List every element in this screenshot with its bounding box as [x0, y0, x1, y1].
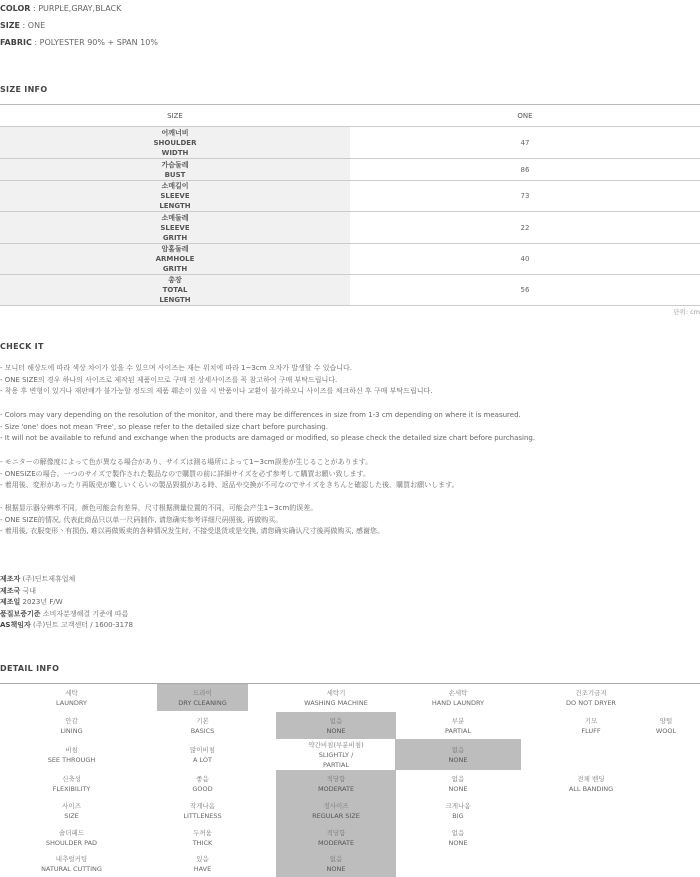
size-row-label-line: ARMHOLE — [155, 255, 195, 263]
size-row-label — [0, 159, 350, 181]
detail-cell-selected — [276, 851, 396, 877]
detail-cell — [513, 770, 669, 797]
detail-ko: 없음 — [451, 828, 465, 837]
detail-cell — [157, 797, 248, 824]
detail-ko: 드라이 — [193, 688, 212, 697]
size-row-label — [0, 244, 350, 275]
size-row-label-line: SLEEVE — [160, 192, 190, 200]
size-row-value: 40 — [350, 244, 700, 275]
detail-info-title: DETAIL INFO — [0, 664, 60, 673]
size-table — [0, 104, 700, 306]
detail-en: HAND LAUNDRY — [431, 698, 485, 707]
size-row-label-line: WIDTH — [161, 148, 189, 157]
maker-line — [0, 586, 133, 598]
detail-cell — [395, 824, 521, 851]
check-japanese — [0, 457, 459, 492]
detail-en: SLIGHTLY / — [318, 750, 354, 759]
detail-en: PARTIAL — [323, 760, 349, 769]
detail-cell-text — [0, 712, 143, 736]
detail-cell-text — [513, 684, 669, 708]
size-row-label-line: GRITH — [162, 265, 188, 273]
detail-en: DRY CLEANING — [178, 698, 227, 707]
detail-cell-text — [157, 770, 248, 794]
size-row-label-line: 소매둘레 — [161, 213, 189, 222]
detail-cell — [0, 712, 143, 739]
check-korean — [0, 363, 432, 398]
detail-cell-selected — [276, 797, 396, 824]
detail-en: NONE — [326, 726, 346, 735]
detail-ko: 숄더패드 — [58, 828, 85, 837]
detail-ko: 없음 — [451, 774, 465, 783]
detail-cell-selected — [395, 739, 521, 770]
size-row-label — [0, 181, 350, 212]
product-size: SIZE : ONE — [0, 21, 46, 30]
detail-cell-text — [395, 684, 521, 708]
detail-en: MODERATE — [317, 784, 355, 793]
detail-ko: 전체 밴딩 — [577, 774, 605, 783]
detail-ko: 내추럴커팅 — [55, 855, 88, 863]
size-table-row — [0, 127, 700, 159]
detail-en: MODERATE — [317, 838, 355, 847]
detail-en: PARTIAL — [445, 726, 471, 735]
detail-en: NATURAL CUTTING — [41, 865, 102, 873]
detail-cell — [395, 684, 521, 711]
detail-cell — [632, 712, 700, 739]
check-line: - モニターの解像度によって色が異なる場合があり、サイズは測る場所によって1~3cm誤差が生じることがあります。 — [0, 458, 373, 466]
size-row-label-line: TOTAL — [162, 286, 188, 294]
detail-cell-text — [395, 712, 521, 736]
detail-cell-text — [632, 712, 700, 736]
detail-ko: 안감 — [65, 716, 78, 725]
detail-ko: 많이비침 — [189, 745, 216, 754]
detail-cell-text — [0, 851, 143, 874]
detail-ko: 없음 — [329, 716, 343, 725]
check-line: - 根据显示器分辨率不同，颜色可能会有差异，尺寸根据测量位置的不同，可能会产生1~3cm的误差。 — [0, 504, 318, 512]
detail-en: LINING — [60, 726, 83, 735]
detail-ko: 적당함 — [326, 774, 346, 783]
detail-en: NONE — [448, 838, 468, 847]
detail-ko: 좋음 — [196, 774, 209, 783]
maker-line — [0, 620, 133, 632]
detail-ko: 기본 — [196, 716, 209, 725]
size-table-row — [0, 181, 700, 212]
size-row-label — [0, 275, 350, 306]
detail-ko: 약간비침(부분비침) — [308, 740, 364, 749]
detail-cell — [0, 797, 143, 824]
detail-cell-text — [157, 851, 248, 874]
product-color: COLOR : PURPLE,GRAY,BLACK — [0, 4, 122, 13]
detail-cell — [0, 739, 143, 770]
detail-cell — [157, 712, 248, 739]
maker-label: 제조국 — [0, 586, 21, 595]
detail-cell-text — [157, 797, 248, 821]
detail-cell-text — [276, 684, 396, 708]
detail-ko: 작게나옴 — [189, 801, 216, 810]
detail-cell — [276, 684, 396, 711]
detail-en: HAVE — [193, 865, 212, 873]
detail-cell-text — [157, 824, 248, 848]
detail-cell — [157, 770, 248, 797]
detail-cell-text — [276, 770, 396, 794]
detail-cell — [157, 739, 248, 770]
detail-en: SIZE — [64, 811, 79, 820]
check-line: - Size 'one' does not mean 'Free', so please refer to the detailed size chart before purchasing. — [0, 422, 328, 431]
size-table-header — [0, 105, 700, 127]
size-table-row — [0, 244, 700, 275]
detail-cell-text — [513, 770, 669, 794]
detail-cell — [513, 684, 669, 711]
detail-ko: 양털 — [659, 716, 673, 725]
check-line: - 모니터 해상도에 따라 색상 차이가 있을 수 있으며 사이즈는 재는 위치에 따라 1~3cm 오차가 발생할 수 있습니다. — [0, 364, 353, 372]
detail-en: LITTLENESS — [183, 811, 222, 820]
maker-value: 국내 — [20, 586, 37, 595]
detail-cell — [395, 712, 521, 739]
size-row-value: 86 — [350, 159, 700, 181]
check-line: - 着用後、変形があったり再販売が難しいくらいの製品毀損がある時、返品や交換が不可なのでサイズをきちんと確認した後、購買お願いします。 — [0, 481, 459, 490]
detail-cell — [395, 797, 521, 824]
detail-ko: 세탁 — [65, 688, 78, 697]
detail-cell — [157, 824, 248, 851]
check-line: - 着用後, 衣服变形丶有损伤, 难以再做贩卖的各种情况发生时, 不接受退货或是交换, 请您确实确认尺寸後再做购买, 感谢您。 — [0, 527, 385, 536]
maker-line — [0, 597, 133, 609]
detail-en: NONE — [326, 865, 346, 873]
detail-cell — [0, 770, 143, 797]
size-row-label-line: GRITH — [162, 233, 188, 242]
detail-cell-text — [276, 739, 396, 770]
detail-cell — [0, 824, 143, 851]
detail-cell-selected — [157, 684, 248, 711]
detail-cell-text — [0, 739, 143, 765]
detail-en: BIG — [452, 811, 464, 820]
detail-ko: 적당함 — [326, 828, 346, 837]
maker-value: 2023년 F/W — [20, 598, 63, 606]
detail-cell-selected — [276, 712, 396, 739]
detail-cell-text — [395, 770, 521, 794]
detail-en: REGULAR SIZE — [312, 811, 360, 820]
detail-en: ALL BANDING — [568, 784, 614, 793]
size-row-label-line: BUST — [164, 170, 186, 179]
check-it-title: CHECK IT — [0, 342, 44, 351]
detail-cell — [0, 851, 143, 877]
detail-ko: 없음 — [451, 745, 465, 754]
size-row-label-line: 소매길이 — [161, 182, 189, 190]
size-table-row — [0, 212, 700, 244]
detail-en: FLUFF — [581, 726, 601, 735]
detail-cell-text — [157, 712, 248, 736]
detail-en: DO NOT DRYER — [566, 698, 616, 707]
detail-ko: 손세탁 — [448, 688, 468, 697]
size-header-value: ONE — [350, 105, 700, 127]
detail-en: WASHING MACHINE — [304, 698, 368, 707]
size-row-label-line: SHOULDER — [153, 138, 197, 147]
size-table-row — [0, 275, 700, 306]
size-row-label — [0, 212, 350, 244]
detail-en: BASICS — [190, 726, 215, 735]
check-line: - ONE SIZE的情况, 代表此商品只以单一尺码制作, 请您确实参考详细尺码照後, 再做购买。 — [0, 515, 283, 524]
size-row-label-line: 암홀둘레 — [161, 245, 189, 253]
size-unit: 단위: cm — [673, 308, 700, 316]
maker-value: (주)딘트제휴업체 — [20, 575, 76, 583]
size-row-label-line: 어깨너비 — [161, 128, 189, 137]
detail-en: A LOT — [193, 755, 212, 764]
detail-en: GOOD — [192, 784, 213, 793]
detail-en: SEE THROUGH — [47, 755, 96, 764]
size-row-label-line: 총장 — [168, 276, 182, 284]
detail-cell-text — [0, 684, 143, 708]
detail-cell — [157, 851, 248, 877]
detail-ko: 신축성 — [62, 774, 81, 783]
detail-ko: 크게나옴 — [445, 801, 471, 810]
check-chinese — [0, 503, 384, 538]
product-fabric: FABRIC : POLYESTER 90% + SPAN 10% — [0, 38, 158, 47]
detail-ko: 부분 — [451, 716, 465, 725]
check-line: - ONESIZEの場合、一つのサイズで製作された製品なので購買の前に詳細サイズを必ず参考して購買お願い致します。 — [0, 469, 370, 478]
detail-cell-text — [276, 824, 396, 848]
maker-label: AS책임자 — [0, 621, 31, 629]
detail-en: SHOULDER PAD — [45, 838, 98, 847]
size-row-label — [0, 127, 350, 159]
detail-cell-text — [0, 770, 143, 794]
size-row-label-line: 가슴둘레 — [161, 160, 189, 169]
detail-cell-text — [0, 797, 143, 821]
detail-cell-text — [157, 739, 248, 765]
detail-cell — [0, 684, 143, 711]
detail-en: NONE — [448, 784, 468, 793]
detail-ko: 기모 — [584, 716, 598, 725]
maker-label: 제조일 — [0, 598, 21, 606]
detail-en: LAUNDRY — [56, 698, 87, 707]
detail-ko: 사이즈 — [62, 801, 81, 810]
detail-ko: 있음 — [196, 855, 209, 863]
size-row-label-line: LENGTH — [159, 202, 191, 210]
detail-cell-text — [157, 684, 248, 708]
detail-cell-selected — [276, 770, 396, 797]
detail-en: WOOL — [655, 726, 677, 735]
detail-cell-text — [0, 824, 143, 848]
detail-cell-text — [276, 712, 396, 736]
size-table-row — [0, 159, 700, 181]
detail-en: THICK — [192, 838, 213, 847]
maker-info — [0, 574, 133, 632]
size-row-value: 56 — [350, 275, 700, 306]
maker-value: (주)딘트 고객센터 / 1600-3178 — [30, 621, 133, 629]
detail-cell-selected — [276, 824, 396, 851]
check-english — [0, 410, 535, 445]
detail-ko: 두꺼움 — [193, 828, 212, 837]
size-row-value: 73 — [350, 181, 700, 212]
size-row-value: 47 — [350, 127, 700, 159]
size-row-value: 22 — [350, 212, 700, 244]
detail-cell-text — [395, 824, 521, 848]
detail-ko: 건조기금지 — [575, 688, 607, 697]
maker-line — [0, 574, 133, 586]
detail-en: NONE — [448, 755, 468, 764]
detail-cell — [395, 770, 521, 797]
detail-cell-text — [276, 851, 396, 874]
check-line: - ONE SIZE의 경우 하나의 사이즈로 제작된 제품이므로 구매 전 상세사이즈를 꼭 참고하여 구매 부탁드립니다. — [0, 375, 338, 384]
check-line: - Colors may vary depending on the resolution of the monitor, and there may be differences in size from 1-3 cm depending on where it is measured. — [0, 411, 521, 419]
size-header-label: SIZE — [0, 105, 350, 127]
detail-cell-text — [276, 797, 396, 821]
detail-ko: 정사이즈 — [323, 801, 349, 810]
detail-en: FLEXIBILITY — [52, 784, 91, 793]
size-row-label-line: LENGTH — [159, 296, 191, 304]
check-line: - 착용 후 변형이 있거나 재판매가 불가능할 정도의 제품 훼손이 있을 시 반품이나 교환이 불가하오니 사이즈를 체크하신 후 구매 부탁드립니다. — [0, 387, 433, 396]
maker-line — [0, 609, 133, 621]
detail-ko: 비침 — [65, 745, 78, 754]
detail-cell-text — [395, 797, 521, 821]
detail-ko: 세탁기 — [326, 688, 346, 697]
maker-label: 품질보증기준 — [0, 609, 41, 618]
size-info-title: SIZE INFO — [0, 85, 48, 94]
size-row-label-line: SLEEVE — [160, 223, 190, 232]
detail-cell-text — [395, 739, 521, 765]
check-line: - It will not be available to refund and exchange when the products are damaged or modified, so please check the detailed size chart before purchasing. — [0, 434, 536, 443]
maker-label: 제조자 — [0, 575, 21, 583]
maker-value: 소비자분쟁해결 기준에 따름 — [40, 609, 129, 618]
detail-cell — [276, 739, 396, 770]
detail-ko: 없음 — [329, 855, 343, 863]
